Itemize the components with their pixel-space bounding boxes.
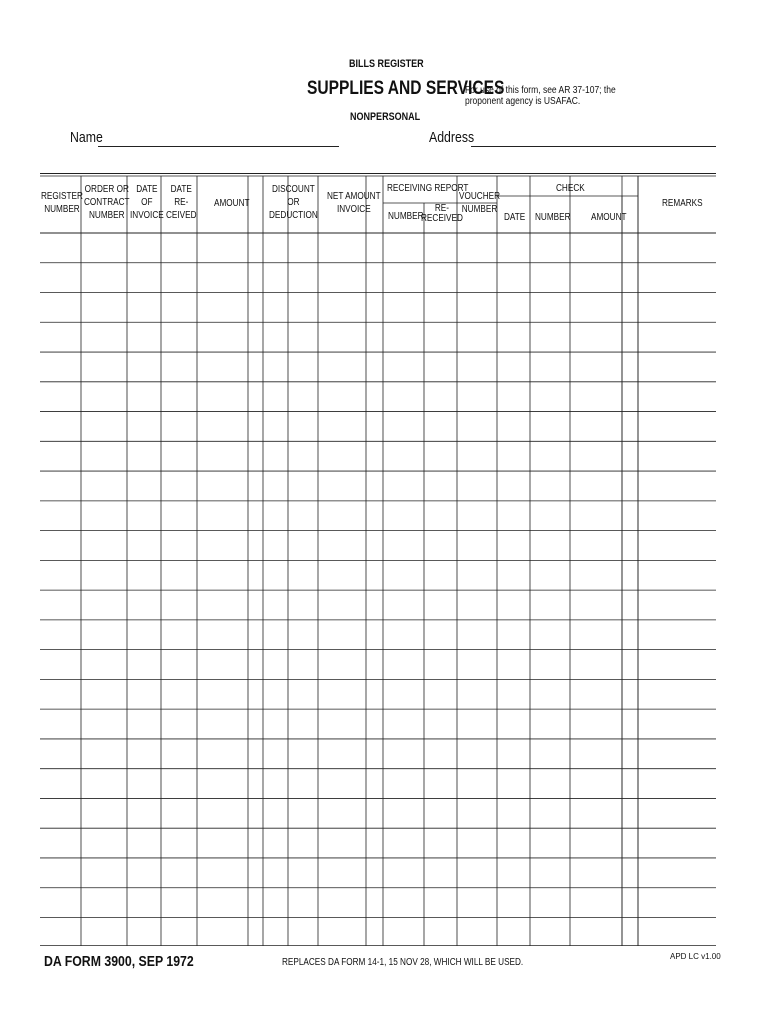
col-register-number: REGISTER NUMBER xyxy=(41,191,83,215)
col-check-amount: AMOUNT xyxy=(591,212,627,223)
col-net-amount: NET AMOUNT INVOICE xyxy=(327,191,381,215)
col-check: CHECK xyxy=(556,183,585,194)
col-amount: AMOUNT xyxy=(214,198,250,209)
use-note: For use of this form, see AR 37-107; the proponent agency is USAFAC. xyxy=(465,85,616,107)
col-rr-number: NUMBER xyxy=(388,211,424,222)
form-title: SUPPLIES AND SERVICES xyxy=(307,78,505,99)
register-table xyxy=(40,173,716,946)
col-check-number: NUMBER xyxy=(535,212,571,223)
col-order-contract: ORDER OR CONTRACT NUMBER xyxy=(84,184,130,221)
name-field[interactable] xyxy=(98,146,339,147)
address-label: Address xyxy=(429,129,475,146)
form-id: DA FORM 3900, SEP 1972 xyxy=(44,953,194,970)
replaces-note: REPLACES DA FORM 14-1, 15 NOV 28, WHICH WILL BE USED. xyxy=(282,957,524,968)
col-voucher: VOUCHER NUMBER xyxy=(459,191,501,215)
col-check-date: DATE xyxy=(504,212,526,223)
col-discount: DISCOUNT OR DEDUCTION xyxy=(269,184,318,221)
form-type: NONPERSONAL xyxy=(350,111,421,123)
col-remarks: REMARKS xyxy=(662,198,703,209)
col-rr-received: RE- RECEIVED xyxy=(421,203,463,224)
name-label: Name xyxy=(70,129,103,146)
form-subtitle: BILLS REGISTER xyxy=(349,58,424,70)
col-receiving-report: RECEIVING REPORT xyxy=(387,183,469,194)
col-date-received: DATE RE- CEIVED xyxy=(166,184,197,221)
address-field[interactable] xyxy=(471,146,716,147)
col-date-invoice: DATE OF INVOICE xyxy=(130,184,164,221)
version-label: APD LC v1.00 xyxy=(670,952,721,961)
table-grid xyxy=(40,173,716,946)
